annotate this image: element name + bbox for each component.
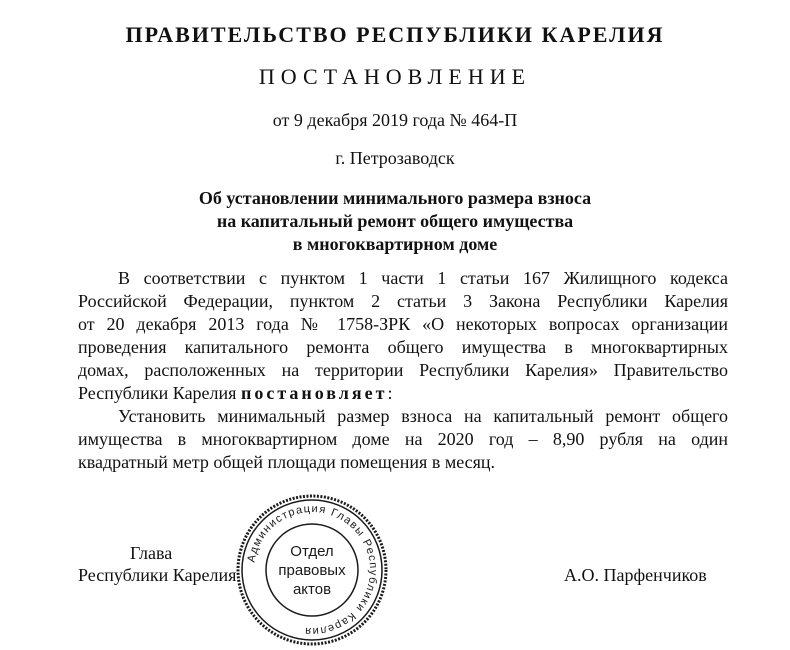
official-stamp: [232, 490, 392, 650]
document-title-line-1: Об установлении минимального размера взноса: [198, 188, 592, 208]
preamble-last-suffix: :: [387, 383, 393, 403]
stamp-ring-text-path: Администрация Главы Республики Карелия: [245, 502, 380, 638]
document-type: ПОСТАНОВЛЕНИЕ: [258, 64, 532, 89]
resolves-word: постановляет: [240, 383, 388, 403]
resolution-paragraph: [78, 405, 728, 474]
preamble-line: Российской Федерации, пунктом 2 статьи 3 Закона Республики Карелия: [78, 291, 728, 311]
government-header: ПРАВИТЕЛЬСТВО РЕСПУБЛИКИ КАРЕЛИЯ: [125, 22, 665, 47]
resolution-line: имущества в многоквартирном доме на 2020 год – 8,90 рубля на один: [78, 429, 728, 449]
preamble-line: домах, расположенных на территории Республики Карелия» Правительство: [78, 360, 728, 380]
stamp-center-line-1: Отдел: [290, 543, 334, 560]
preamble-line: В соответствии с пунктом 1 части 1 статьи 167 Жилищного кодекса: [118, 268, 728, 288]
preamble-last-prefix: Республики Карелия: [78, 383, 241, 403]
date-and-number: от 9 декабря 2019 года № 464-П: [272, 110, 518, 130]
signatory-title-line-2: Республики Карелия: [78, 565, 237, 585]
signatory-name: А.О. Парфенчиков: [564, 565, 707, 585]
signatory-title-line-1: Глава: [130, 543, 173, 563]
preamble-line: от 20 декабря 2013 года № 1758-ЗРК «О некоторых вопросах организации: [78, 314, 728, 334]
document-title-line-2: на капитальный ремонт общего имущества: [216, 211, 574, 231]
document-title-line-3: в многоквартирном доме: [292, 234, 498, 254]
city: г. Петрозаводск: [335, 148, 455, 168]
preamble-paragraph: [78, 267, 728, 405]
stamp-center-line-2: правовых: [278, 562, 346, 579]
stamp-center-line-3: актов: [292, 581, 332, 598]
preamble-line: проведения капитального ремонта общего имущества в многоквартирных: [78, 337, 728, 357]
preamble-line-last: [78, 382, 728, 405]
resolution-line: Установить минимальный размер взноса на капитальный ремонт общего: [118, 406, 728, 426]
resolution-line: квадратный метр общей площади помещения в месяц.: [78, 452, 496, 472]
